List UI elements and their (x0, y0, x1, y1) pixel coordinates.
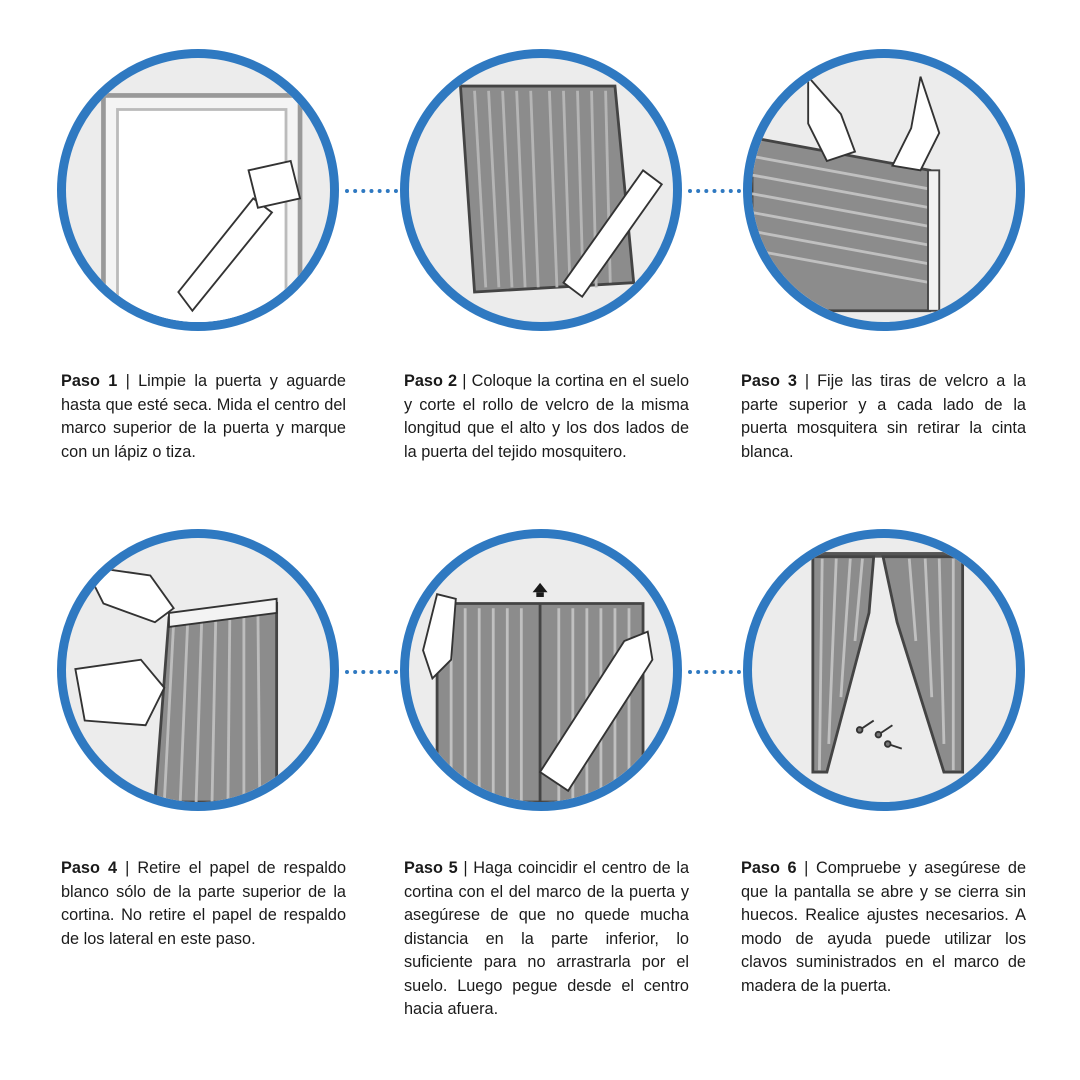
step-6-separator: | (804, 859, 809, 877)
step-3-description (741, 370, 1026, 464)
step-6-description (741, 857, 1026, 998)
align-curtain-illustration (409, 538, 673, 802)
step-1-illustration (57, 49, 339, 331)
step-3-text: Fije las tiras de velcro a la parte superior y a cada lado de la puerta mosquitera sin retirar la cinta blanca. (741, 372, 1026, 461)
step-1-description (61, 370, 346, 464)
step-1-separator: | (125, 372, 130, 390)
step-2-text: Coloque la cortina en el suelo y corte el rollo de velcro de la misma longitud que el alto y los dos lados de la puerta del tejido mosquitero. (404, 372, 690, 461)
step-2-separator: | (462, 372, 467, 390)
connector-2-3 (688, 189, 741, 193)
step-3-separator: | (804, 372, 810, 390)
step-4-separator: | (125, 859, 130, 877)
step-5-title: Paso 5 (404, 859, 458, 877)
step-2-illustration (400, 49, 682, 331)
connector-5-6 (688, 670, 741, 674)
step-3-illustration (743, 49, 1025, 331)
step-6-illustration (743, 529, 1025, 811)
step-5-separator: | (463, 859, 468, 877)
step-6-title: Paso 6 (741, 859, 797, 877)
step-3-title: Paso 3 (741, 372, 797, 390)
cleaning-frame-illustration (66, 58, 330, 322)
step-1-title: Paso 1 (61, 372, 118, 390)
connector-4-5 (345, 670, 398, 674)
step-4-illustration (57, 529, 339, 811)
connector-1-2 (345, 189, 398, 193)
step-1-text: Limpie la puerta y aguarde hasta que esté seca. Mida el centro del marco superior de la puerta y marque con un lápiz o tiza. (61, 372, 346, 461)
step-2-description (404, 370, 689, 464)
step-5-illustration (400, 529, 682, 811)
step-6-text: Compruebe y asegúrese de que la pantalla se abre y se cierra sin huecos. Realice ajustes necesarios. A modo de ayuda puede utilizar los clavos suministrados en el marco de madera de la puerta. (741, 859, 1026, 995)
attach-velcro-illustration (752, 58, 1016, 322)
step-4-title: Paso 4 (61, 859, 118, 877)
step-2-title: Paso 2 (404, 372, 458, 390)
step-4-text: Retire el papel de respaldo blanco sólo de la parte superior de la cortina. No retire el papel de respaldo de los lateral en este paso. (61, 859, 346, 948)
peel-backing-illustration (66, 538, 330, 802)
step-5-description (404, 857, 689, 1022)
curtain-on-floor-illustration (409, 58, 673, 322)
curtain-open-illustration (752, 538, 1016, 802)
step-5-text: Haga coincidir el centro de la cortina con el del marco de la puerta y asegúrese de que no quede mucha distancia en la parte inferior, lo suficiente para no arrastrarla por el suelo. Luego pegue desde el centro hacia afuera. (404, 859, 690, 1018)
step-4-description (61, 857, 346, 951)
